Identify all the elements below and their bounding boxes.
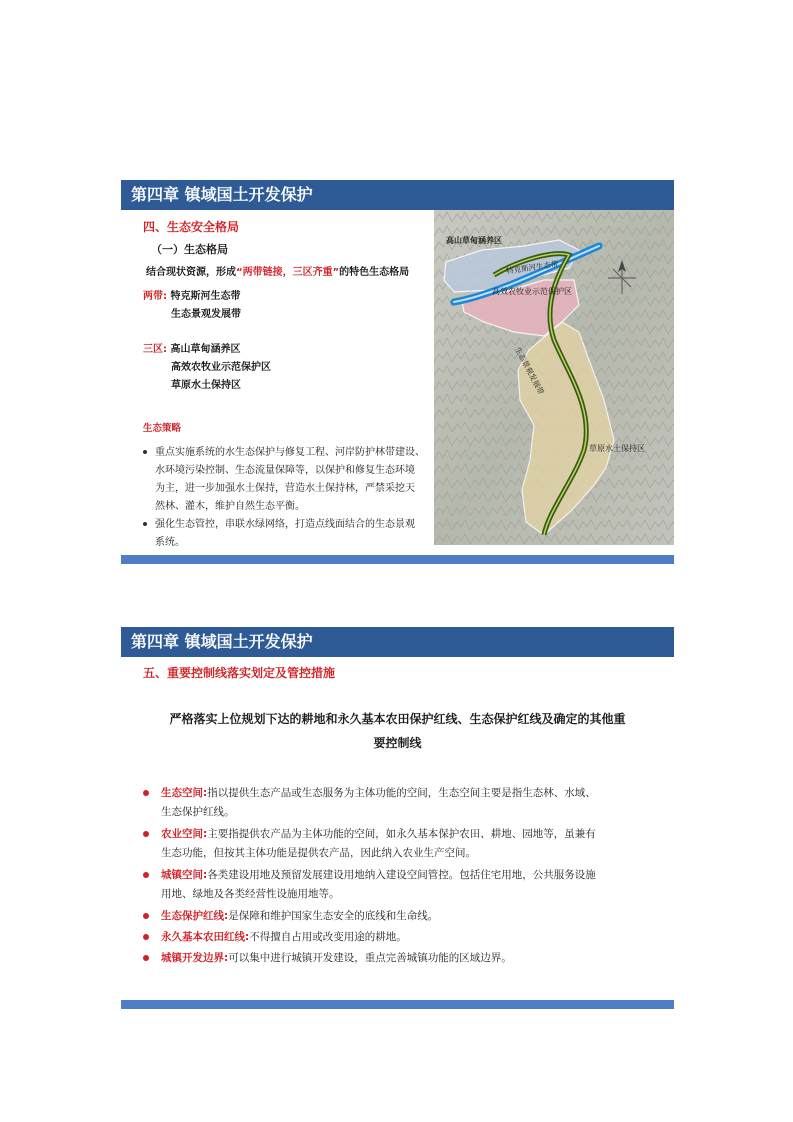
strategy-2-line: 系统。 (155, 537, 185, 548)
map-label-river: 特克斯河生态带 (505, 259, 559, 276)
chapter-title: 第四章 镇域国土开发保护 (131, 185, 313, 204)
ecological-map (434, 210, 674, 545)
item-text: 生态保护红线。 (161, 805, 235, 818)
chapter-header (121, 180, 674, 210)
slide-footer-bar (121, 1000, 674, 1009)
strategy-1-line: 然林、灌木，维护自然生态平衡。 (155, 501, 305, 512)
bullet-icon (143, 522, 147, 526)
control-item-ecological (143, 784, 653, 821)
section-title: 四、生态安全格局 (143, 220, 240, 234)
item-text: 生态功能，但按其主体功能是提供农产品，因此纳入农业生产空间。 (161, 846, 476, 859)
section-title: 五、重要控制线落实划定及管控措施 (143, 666, 336, 680)
bullet-icon (143, 831, 149, 837)
belt-1: 特克斯河生态带 (170, 291, 241, 302)
slide-ecological-pattern (121, 180, 674, 565)
control-item-urban (143, 866, 653, 903)
map-label-meadow: 高山草甸涵养区 (446, 236, 502, 245)
bullet-icon (143, 450, 147, 454)
control-item-agriculture (143, 825, 653, 862)
zone-3: 草原水土保持区 (171, 380, 241, 391)
item-text: 用地、绿地及各类经营性设施用地等。 (161, 887, 340, 900)
bullet-icon (143, 872, 149, 878)
strategy-1-line: 重点实施系统的水生态保护与修复工程、河岸防护林带建设、 (155, 447, 425, 458)
belts-label: 两带: (143, 291, 167, 302)
item-text: 不得擅自占用或改变用途的耕地。 (249, 931, 407, 943)
bullet-icon (143, 913, 149, 919)
zone-1: 高山草甸涵养区 (170, 344, 241, 355)
intro-pre: 结合现状资源，形成 (146, 267, 236, 278)
map-label-agriculture: 高效农牧业示范保护区 (492, 287, 572, 296)
strategy-title: 生态策略 (143, 423, 182, 434)
intro-line (146, 264, 409, 282)
chapter-title: 第四章 镇域国土开发保护 (131, 632, 313, 651)
subsection-title: （一）生态格局 (151, 243, 228, 256)
item-text: 可以集中进行城镇开发建设，重点完善城镇功能的区域边界。 (228, 952, 512, 964)
item-term: 城镇空间: (161, 869, 208, 881)
item-term: 城镇开发边界: (161, 952, 229, 964)
map-label-landscape: 生态景观发展带 (513, 345, 546, 397)
control-item-farmland-redline (143, 928, 653, 947)
headline-line: 要控制线 (373, 736, 422, 750)
zones-label: 三区: (143, 344, 167, 355)
strategy-1-line: 为主，进一步加强水土保持，营造水土保持林，严禁采挖天 (155, 483, 415, 494)
intro-highlight: “两带链接，三区齐重” (236, 267, 340, 278)
item-term: 农业空间: (161, 828, 208, 840)
strategy-1-line: 水环境污染控制、生态流量保障等，以保护和修复生态环境 (155, 465, 415, 476)
strategy-item (143, 444, 433, 552)
item-text: 是保障和维护国家生态安全的底线和生命线。 (228, 910, 439, 922)
bullet-icon (143, 955, 149, 961)
control-item-urban-boundary (143, 949, 653, 968)
item-text: 各类建设用地及预留发展建设用地纳入建设空间管控。包括住宅用地，公共服务设施 (207, 869, 596, 881)
bullet-icon (143, 934, 149, 940)
slide-control-lines (121, 627, 674, 1010)
map-label-grassland: 草原水土保持区 (589, 444, 645, 453)
control-item-eco-redline (143, 907, 653, 926)
bullet-icon (143, 790, 149, 796)
belts-block (143, 288, 240, 306)
zones-block (143, 341, 240, 359)
belt-2: 生态景观发展带 (171, 309, 241, 320)
slide-footer-bar (121, 555, 674, 564)
chapter-header (121, 627, 674, 657)
item-text: 主要指提供农产品为主体功能的空间，如永久基本保护农田、耕地、园地等，虽兼有 (207, 828, 596, 840)
headline (121, 707, 674, 755)
item-term: 生态空间: (161, 787, 208, 799)
intro-post: 的特色生态格局 (339, 267, 410, 278)
item-term: 生态保护红线: (161, 910, 229, 922)
item-text: 指以提供生态产品或生态服务为主体功能的空间，生态空间主要是指生态林、水域、 (207, 787, 596, 799)
headline-line: 严格落实上位规划下达的耕地和永久基本农田保护红线、生态保护红线及确定的其他重 (169, 712, 626, 726)
zone-2: 高效农牧业示范保护区 (171, 362, 271, 373)
strategy-2-line: 强化生态管控，串联水绿网络，打造点线面结合的生态景观 (155, 519, 415, 530)
item-term: 永久基本农田红线: (161, 931, 250, 943)
